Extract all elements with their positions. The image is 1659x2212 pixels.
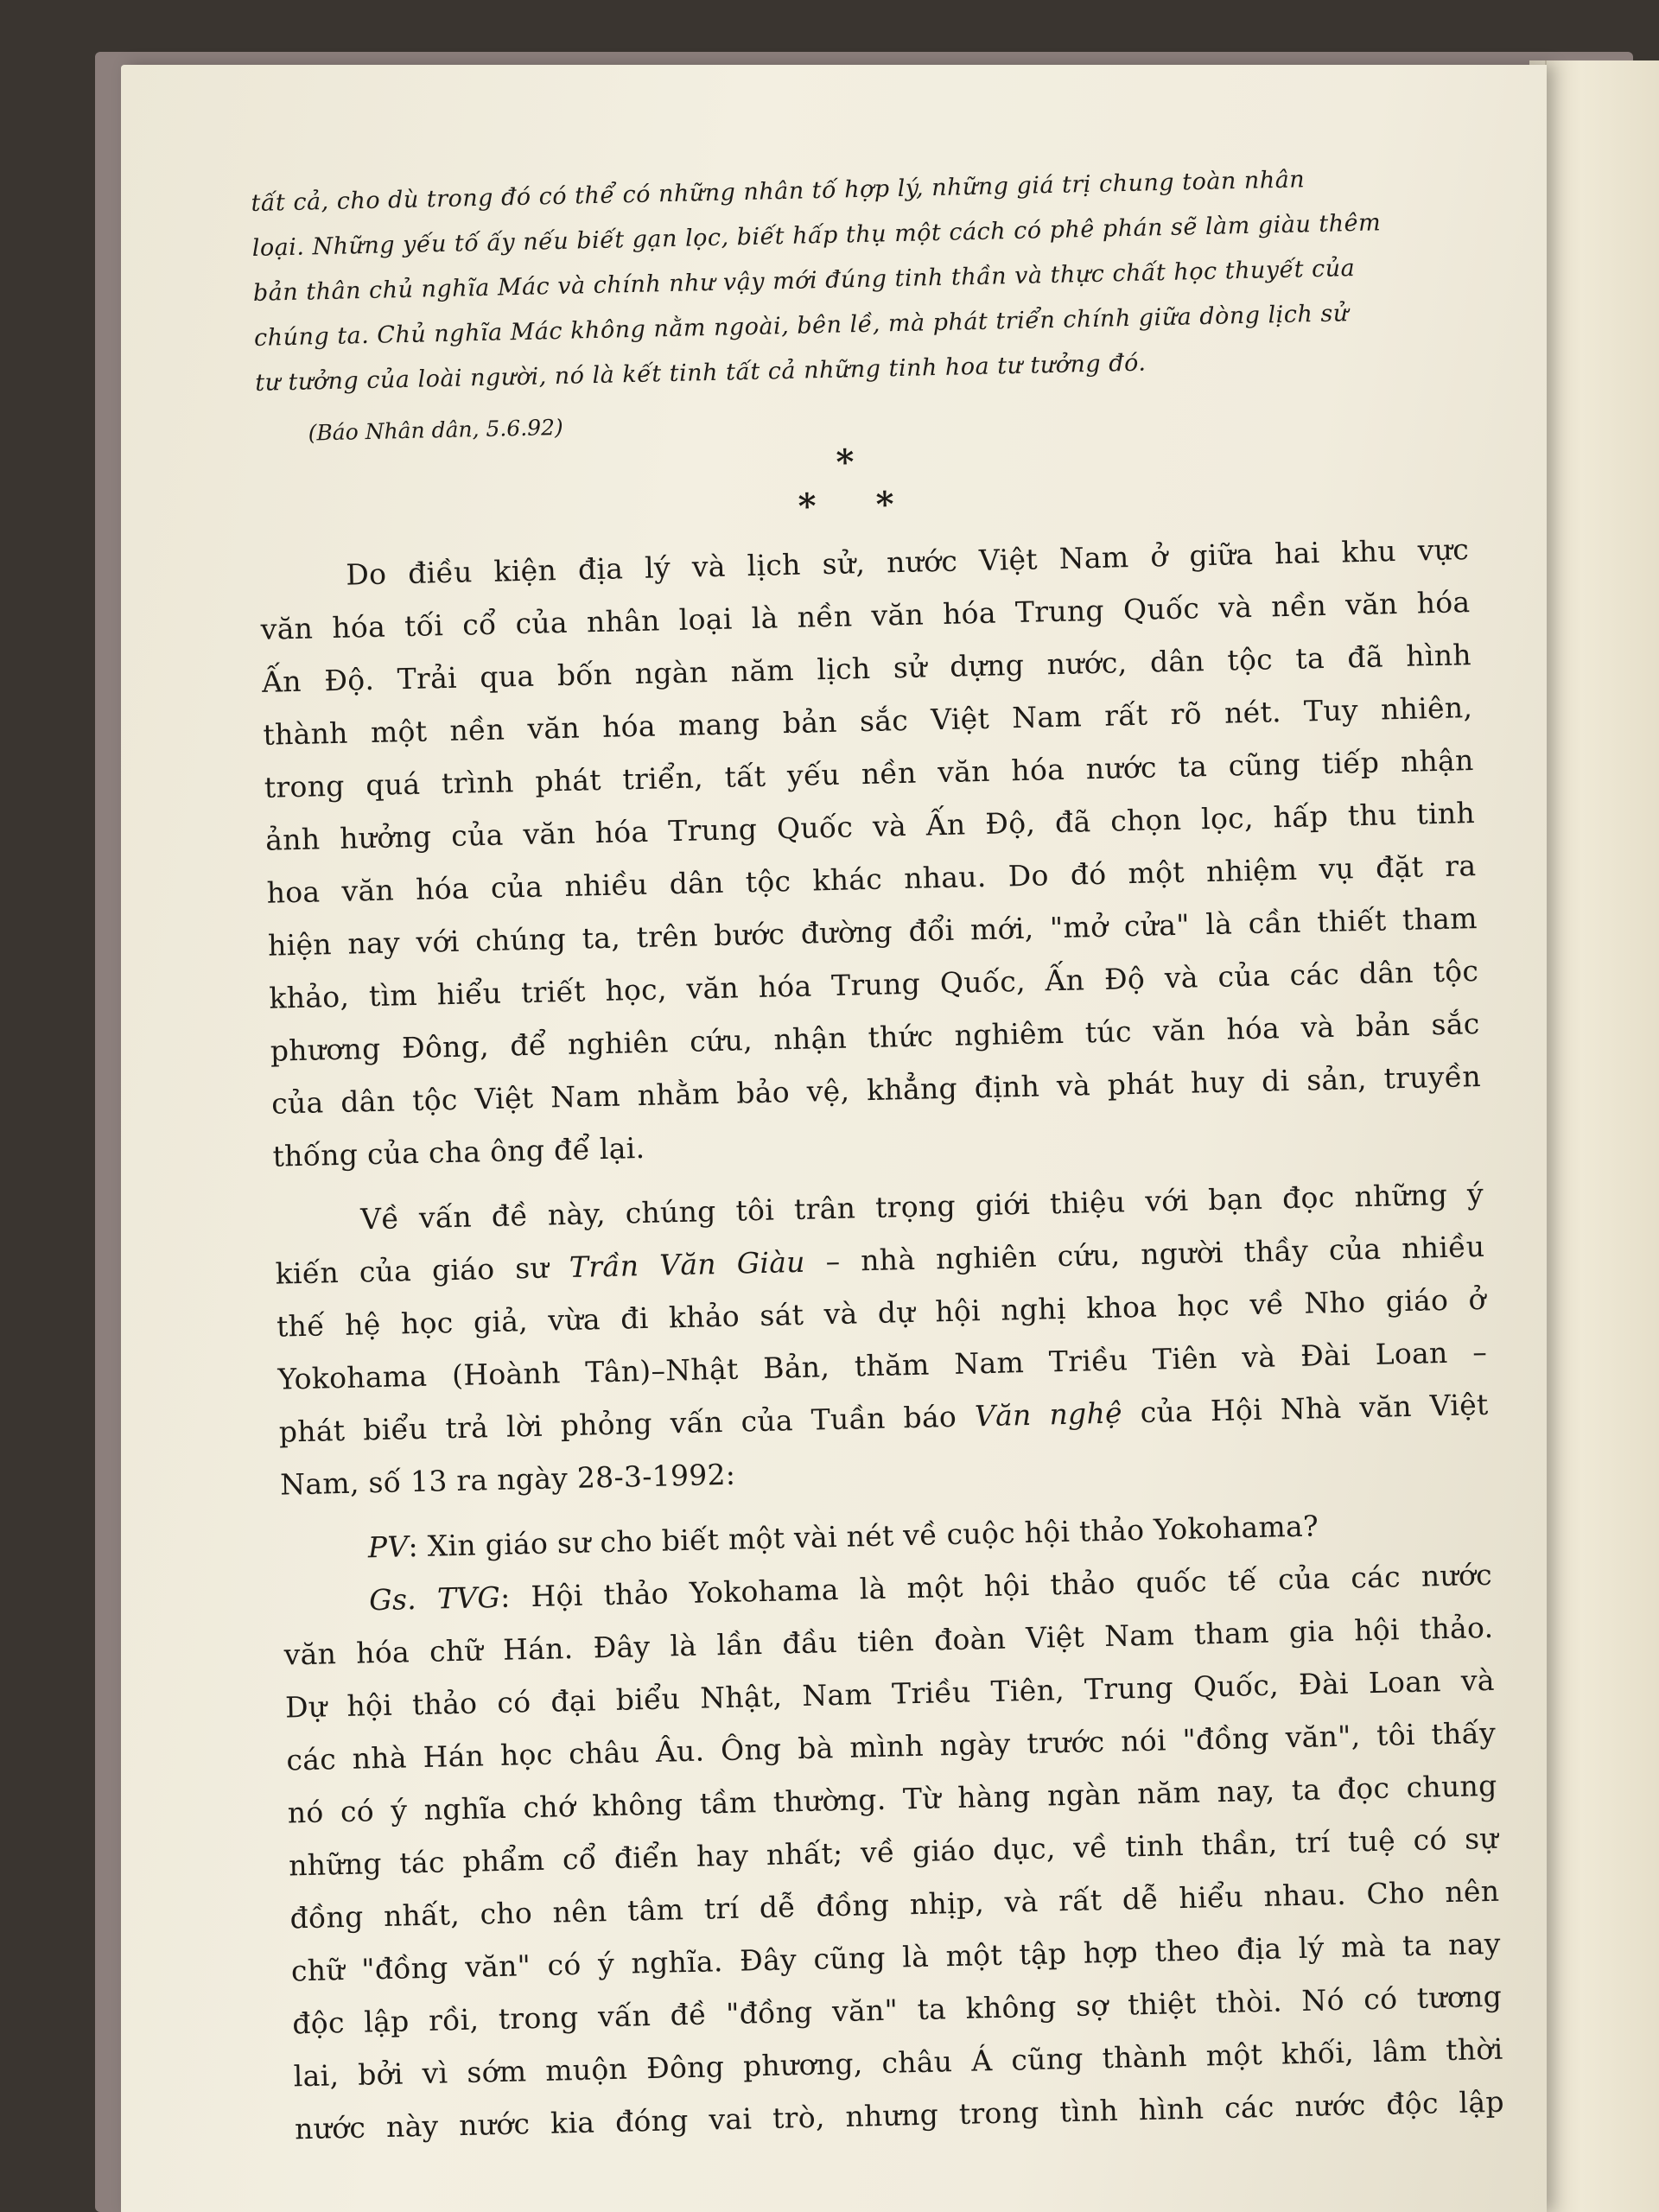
text-line: trong quá trình phát triển, tất yếu nền văn hóa nước ta cũng tiếp nhận (264, 743, 1474, 804)
text-line: những tác phẩm cổ điển hay nhất; về giáo dục, về tinh thần, trí tuệ có sự (288, 1821, 1499, 1883)
text-line: Về vấn đề này, chúng tôi trân trọng giới thiệu với bạn đọc những ý (359, 1176, 1484, 1236)
quote-line: tất cả, cho dù trong đó có thể có những nhân tố hợp lý, những giá trị chung toàn nhân (251, 166, 1306, 217)
text-line: của dân tộc Việt Nam nhằm bảo vệ, khẳng định và phát huy di sản, truyền (270, 1058, 1482, 1121)
publication-name: Văn nghệ (974, 1395, 1123, 1433)
separator-star: * (836, 442, 855, 483)
text-line: các nhà Hán học châu Âu. Ông bà mình ngày trước nói "đồng văn", tôi thấy (286, 1715, 1497, 1777)
text-line: chữ "đồng văn" có ý nghĩa. Đây cũng là một tập hợp theo địa lý mà ta nay (290, 1926, 1502, 1988)
interviewee-label: Gs. TVG (368, 1580, 501, 1618)
text-line: phương Đông, để nghiên cứu, nhận thức nghiêm túc văn hóa và bản sắc (270, 1006, 1480, 1068)
quote-line: bản thân chủ nghĩa Mác và chính như vậy mới đúng tinh thần và thực chất học thuyết của (252, 255, 1356, 307)
paragraph-intro (259, 523, 1483, 1183)
text-span: của Hội Nhà văn Việt (1122, 1387, 1489, 1430)
text-line: ảnh hưởng của văn hóa Trung Quốc và Ấn Độ, đã chọn lọc, hấp thu tinh (264, 796, 1476, 857)
separator-star: * (875, 484, 895, 525)
text-line: thành một nền văn hóa mang bản sắc Việt Nam rất rõ nét. Tuy nhiên, (263, 690, 1473, 752)
quote-line: tư tưởng của loài người, nó là kết tinh tất cả những tinh hoa tư tưởng đó. (254, 349, 1147, 397)
quote-source: (Báo Nhân dân, 5.6.92) (308, 414, 564, 446)
quote-line: loại. Những yếu tố ấy nếu biết gạn lọc, biết hấp thụ một cách có phê phán sẽ làm giàu thêm (251, 209, 1382, 262)
text-line: nước này nước kia đóng vai trò, nhưng trong tình hình các nước độc lập (294, 2084, 1505, 2146)
text-span: phát biểu trả lời phỏng vấn của Tuần báo (278, 1399, 976, 1449)
answer-text: : Hội thảo Yokohama là một hội thảo quốc tế của các nước (499, 1557, 1493, 1614)
quote-line: chúng ta. Chủ nghĩa Mác không nằm ngoài, bên lề, mà phát triển chính giữa dòng lịch sử (253, 300, 1350, 352)
text-line: độc lập rồi, trong vấn đề "đồng văn" ta không sợ thiệt thòi. Nó có tương (291, 1979, 1503, 2041)
text-line: thống của cha ông để lại. (272, 1130, 645, 1173)
text-line: khảo, tìm hiểu triết học, văn hóa Trung Quốc, Ấn Độ và của các dân tộc (269, 953, 1479, 1015)
text-line: hiện nay với chúng ta, trên bước đường đổi mới, "mở cửa" là cần thiết tham (267, 901, 1478, 963)
quote-block (251, 154, 1466, 447)
text-line: văn hóa tối cổ của nhân loại là nền văn hóa Trung Quốc và nền văn hóa (260, 585, 1471, 646)
paragraph-introduction-interview (274, 1167, 1491, 1511)
text-line: Nam, số 13 ra ngày 28-3-1992: (279, 1457, 736, 1502)
text-span: kiến của giáo sư (275, 1249, 570, 1291)
text-line: văn hóa chữ Hán. Đây là lần đầu tiên đoàn Việt Nam tham gia hội thảo. (283, 1610, 1494, 1672)
text-line: Ấn Độ. Trải qua bốn ngàn năm lịch sử dựng nước, dân tộc ta đã hình (261, 638, 1472, 699)
right-page-stack (1529, 60, 1659, 2212)
author-name: Trần Văn Giàu (569, 1244, 806, 1284)
text-line: đồng nhất, cho nên tâm trí dễ đồng nhịp, và rất dễ hiểu nhau. Cho nên (289, 1873, 1500, 1936)
book-page (121, 65, 1547, 2212)
text-line: thế hệ học giả, vừa đi khảo sát và dự hội nghị khoa học về Nho giáo ở (276, 1281, 1487, 1344)
text-line: Yokohama (Hoành Tân)–Nhật Bản, thăm Nam Triều Tiên và Đài Loan – (277, 1334, 1488, 1396)
text-line: Dự hội thảo có đại biểu Nhật, Nam Triều Tiên, Trung Quốc, Đài Loan và (284, 1662, 1496, 1725)
text-line: hoa văn hóa của nhiều dân tộc khác nhau. Do đó một nhiệm vụ đặt ra (266, 849, 1477, 910)
question-text: : Xin giáo sư cho biết một vài nét về cuộc hội thảo Yokohama? (408, 1509, 1319, 1564)
separator-star: * (798, 486, 817, 527)
text-line: Do điều kiện địa lý và lịch sử, nước Việt Nam ở giữa hai khu vực (345, 532, 1470, 592)
text-line: nó có ý nghĩa chớ không tầm thường. Từ hàng ngàn năm nay, ta đọc chung (287, 1768, 1497, 1830)
text-line: lai, bởi vì sớm muộn Đông phương, châu Á cũng thành một khối, lâm thời (293, 2031, 1503, 2094)
page-content (251, 154, 1504, 2155)
text-span: – nhà nghiên cứu, người thầy của nhiều (804, 1229, 1485, 1279)
interviewer-label: PV (367, 1529, 409, 1565)
interview-block (281, 1496, 1504, 2156)
